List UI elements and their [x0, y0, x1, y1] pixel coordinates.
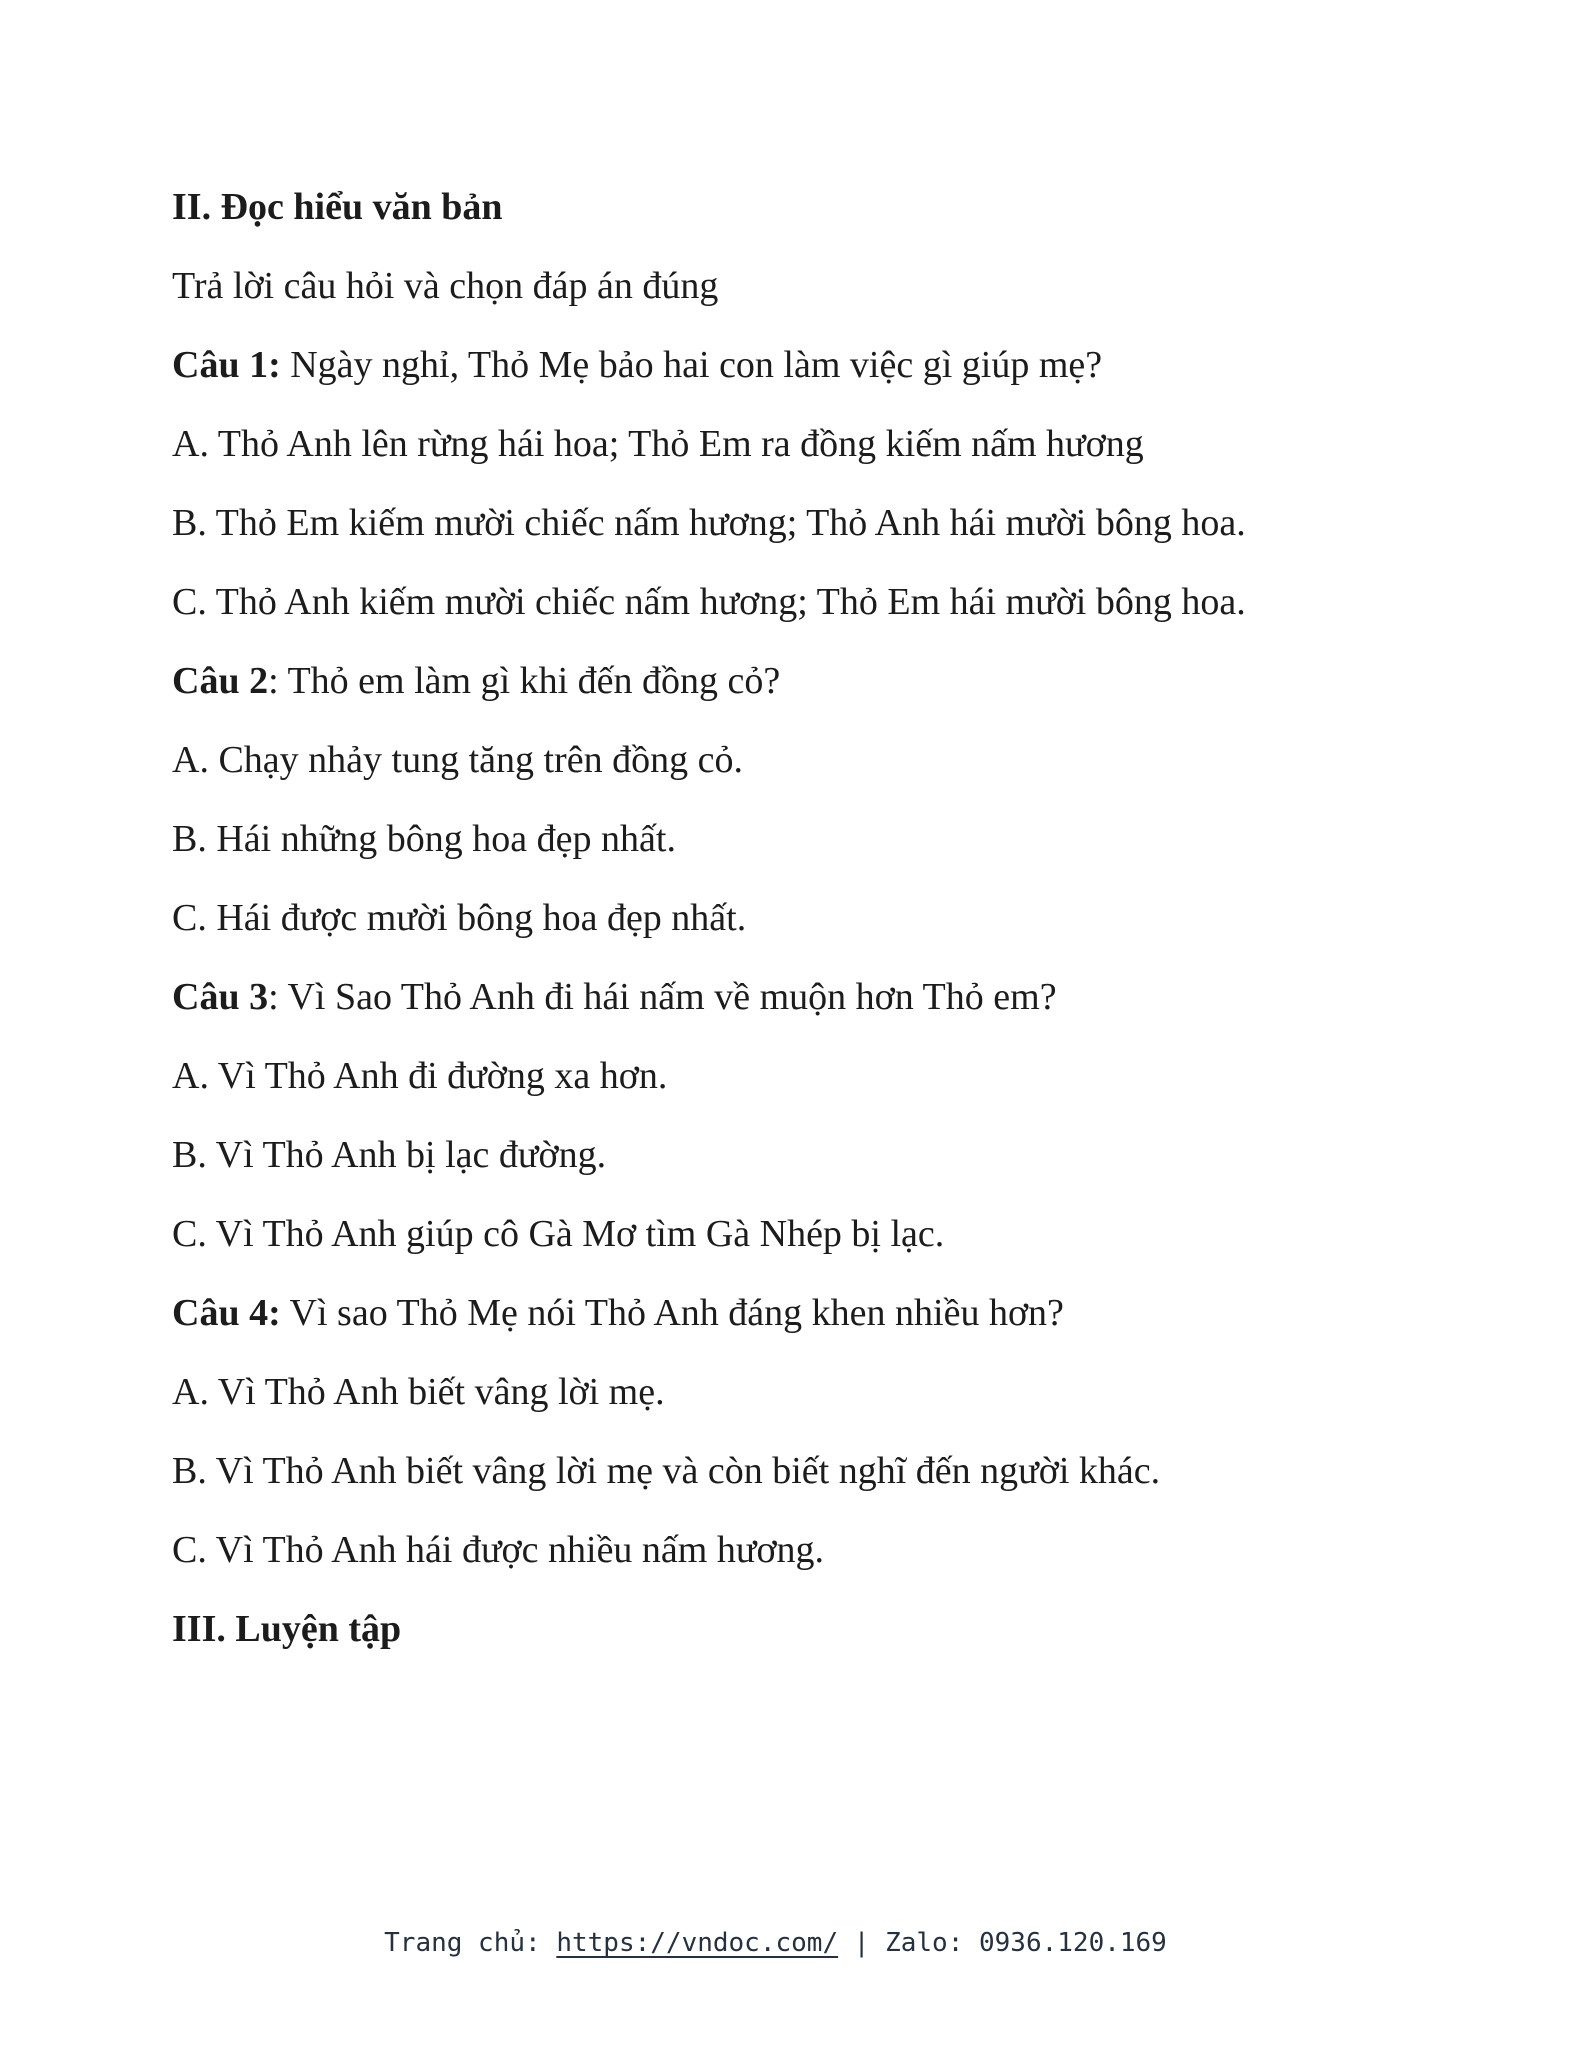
worksheet-content [172, 168, 1541, 1669]
question-2-option-b: B. Hái những bông hoa đẹp nhất. [172, 818, 676, 860]
question-3-option-c: C. Vì Thỏ Anh giúp cô Gà Mơ tìm Gà Nhép bị lạc. [172, 1213, 945, 1255]
section-heading-reading: II. Đọc hiểu văn bản [172, 186, 503, 228]
question-2-text: : Thỏ em làm gì khi đến đồng cỏ? [268, 660, 781, 702]
page-footer [0, 1924, 1551, 1962]
question-2-label: Câu 2 [172, 660, 269, 702]
footer-home-label: Trang chủ: [384, 1928, 541, 1958]
section-heading-practice: III. Luyện tập [172, 1608, 402, 1650]
question-2-option-a: A. Chạy nhảy tung tăng trên đồng cỏ. [172, 739, 743, 781]
question-1-option-a: A. Thỏ Anh lên rừng hái hoa; Thỏ Em ra đồng kiếm nấm hương [172, 423, 1144, 465]
question-2 [172, 642, 1541, 721]
question-2-option-c: C. Hái được mười bông hoa đẹp nhất. [172, 897, 747, 939]
question-1-option-c: C. Thỏ Anh kiếm mười chiếc nấm hương; Thỏ Em hái mười bông hoa. [172, 581, 1246, 623]
question-3-option-b: B. Vì Thỏ Anh bị lạc đường. [172, 1134, 607, 1176]
question-4-option-a: A. Vì Thỏ Anh biết vâng lời mẹ. [172, 1371, 665, 1413]
question-4-label: Câu 4: [172, 1292, 281, 1334]
question-3-text: : Vì Sao Thỏ Anh đi hái nấm về muộn hơn Thỏ em? [268, 976, 1057, 1018]
question-1-option-b: B. Thỏ Em kiếm mười chiếc nấm hương; Thỏ Anh hái mười bông hoa. [172, 502, 1246, 544]
footer-zalo: Zalo: 0936.120.169 [885, 1928, 1167, 1958]
question-3-label: Câu 3 [172, 976, 269, 1018]
question-1-text: Ngày nghỉ, Thỏ Mẹ bảo hai con làm việc gì giúp mẹ? [280, 344, 1103, 386]
question-4-option-b: B. Vì Thỏ Anh biết vâng lời mẹ và còn biết nghĩ đến người khác. [172, 1450, 1161, 1492]
footer-separator: | [853, 1928, 870, 1958]
question-1-label: Câu 1: [172, 344, 281, 386]
instructions-text: Trả lời câu hỏi và chọn đáp án đúng [172, 265, 719, 307]
question-1 [172, 326, 1541, 405]
question-3 [172, 958, 1541, 1037]
footer-home-link[interactable]: https://vndoc.com/ [556, 1928, 839, 1958]
question-4-text: Vì sao Thỏ Mẹ nói Thỏ Anh đáng khen nhiều hơn? [280, 1292, 1064, 1334]
question-3-option-a: A. Vì Thỏ Anh đi đường xa hơn. [172, 1055, 668, 1097]
question-4-option-c: C. Vì Thỏ Anh hái được nhiều nấm hương. [172, 1529, 825, 1571]
question-4 [172, 1274, 1541, 1353]
